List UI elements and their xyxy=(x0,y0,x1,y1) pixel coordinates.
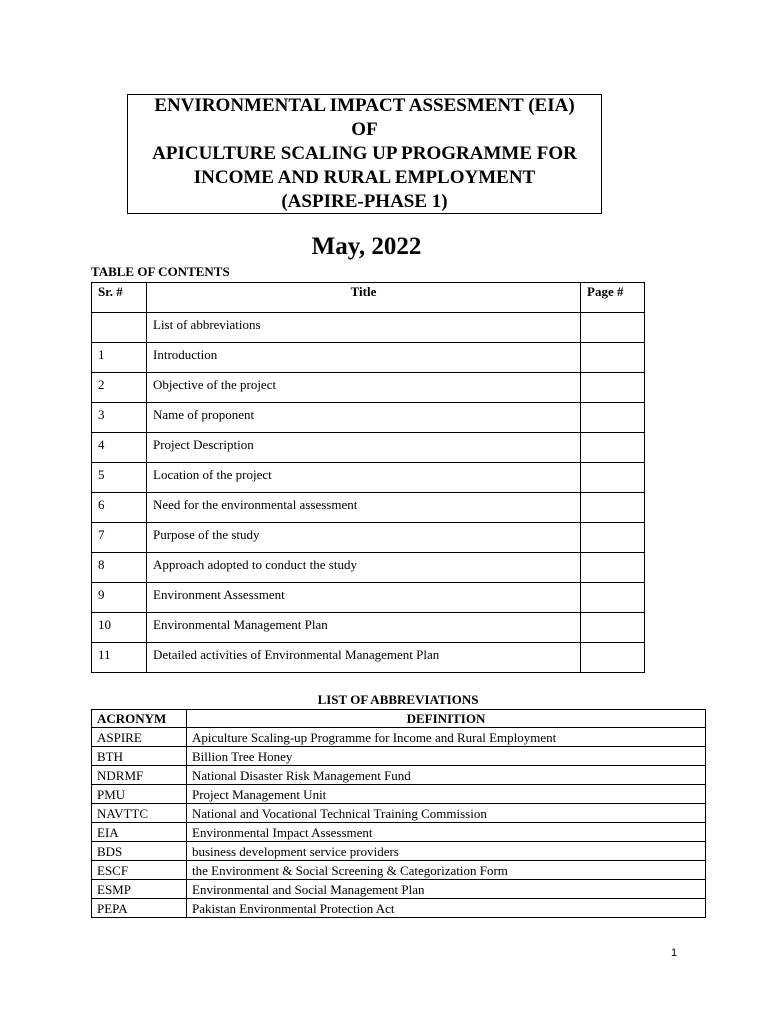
abbr-acronym: BDS xyxy=(92,842,187,861)
abbr-header-acronym: ACRONYM xyxy=(92,710,187,728)
toc-header-title: Title xyxy=(147,283,581,313)
abbr-definition: Pakistan Environmental Protection Act xyxy=(187,899,706,918)
toc-row xyxy=(92,493,645,523)
toc-page xyxy=(581,313,645,343)
toc-sr: 1 xyxy=(92,343,147,373)
toc-title: Need for the environmental assessment xyxy=(147,493,581,523)
toc-row xyxy=(92,583,645,613)
title-line: ENVIRONMENTAL IMPACT ASSESMENT (EIA) xyxy=(154,95,575,116)
abbr-definition: National Disaster Risk Management Fund xyxy=(187,766,706,785)
abbr-definition: Billion Tree Honey xyxy=(187,747,706,766)
title-line: (ASPIRE-PHASE 1) xyxy=(281,191,448,212)
abbr-row xyxy=(92,804,706,823)
document-date: May, 2022 xyxy=(311,233,422,260)
toc-row xyxy=(92,313,645,343)
toc-header-sr: Sr. # xyxy=(92,283,147,313)
toc-sr: 3 xyxy=(92,403,147,433)
abbr-row xyxy=(92,861,706,880)
toc-row xyxy=(92,343,645,373)
abbr-definition: the Environment & Social Screening & Categorization Form xyxy=(187,861,706,880)
abbr-row xyxy=(92,766,706,785)
abbr-definition: business development service providers xyxy=(187,842,706,861)
toc-sr: 11 xyxy=(92,643,147,673)
toc-row xyxy=(92,403,645,433)
toc-sr: 5 xyxy=(92,463,147,493)
abbr-definition: Environmental and Social Management Plan xyxy=(187,880,706,899)
abbr-definition: Apiculture Scaling-up Programme for Income and Rural Employment xyxy=(187,728,706,747)
toc-title: Environmental Management Plan xyxy=(147,613,581,643)
toc-title: Approach adopted to conduct the study xyxy=(147,553,581,583)
abbr-acronym: PEPA xyxy=(92,899,187,918)
toc-page xyxy=(581,463,645,493)
abbr-acronym: NDRMF xyxy=(92,766,187,785)
abbr-acronym: BTH xyxy=(92,747,187,766)
title-line: INCOME AND RURAL EMPLOYMENT xyxy=(193,167,536,188)
toc-page xyxy=(581,643,645,673)
title-line: OF xyxy=(351,119,378,140)
toc-sr: 6 xyxy=(92,493,147,523)
toc-page xyxy=(581,523,645,553)
toc-title: Objective of the project xyxy=(147,373,581,403)
abbr-row xyxy=(92,899,706,918)
toc-sr: 10 xyxy=(92,613,147,643)
table-of-contents xyxy=(91,282,645,673)
toc-title: Purpose of the study xyxy=(147,523,581,553)
abbr-acronym: ESMP xyxy=(92,880,187,899)
title-line: APICULTURE SCALING UP PROGRAMME FOR xyxy=(152,143,577,164)
abbr-definition: Environmental Impact Assessment xyxy=(187,823,706,842)
abbreviations-table xyxy=(91,709,706,918)
abbr-row xyxy=(92,842,706,861)
abbr-row xyxy=(92,823,706,842)
abbr-row xyxy=(92,747,706,766)
toc-header-row xyxy=(92,283,645,313)
toc-sr: 7 xyxy=(92,523,147,553)
toc-title: Name of proponent xyxy=(147,403,581,433)
abbr-acronym: EIA xyxy=(92,823,187,842)
abbr-acronym: ESCF xyxy=(92,861,187,880)
toc-page xyxy=(581,433,645,463)
abbr-acronym: PMU xyxy=(92,785,187,804)
toc-row xyxy=(92,463,645,493)
abbr-definition: National and Vocational Technical Training Commission xyxy=(187,804,706,823)
toc-row xyxy=(92,613,645,643)
toc-title: List of abbreviations xyxy=(147,313,581,343)
toc-row xyxy=(92,643,645,673)
toc-row xyxy=(92,553,645,583)
abbr-acronym: NAVTTC xyxy=(92,804,187,823)
toc-title: Environment Assessment xyxy=(147,583,581,613)
toc-row xyxy=(92,433,645,463)
page-number: 1 xyxy=(671,947,678,959)
toc-row xyxy=(92,373,645,403)
abbreviations-heading: LIST OF ABBREVIATIONS xyxy=(317,692,479,707)
toc-title: Project Description xyxy=(147,433,581,463)
toc-page xyxy=(581,613,645,643)
toc-sr: 9 xyxy=(92,583,147,613)
toc-title: Location of the project xyxy=(147,463,581,493)
toc-title: Introduction xyxy=(147,343,581,373)
toc-sr: 4 xyxy=(92,433,147,463)
toc-page xyxy=(581,343,645,373)
toc-title: Detailed activities of Environmental Management Plan xyxy=(147,643,581,673)
abbr-header-row xyxy=(92,710,706,728)
abbr-header-definition: DEFINITION xyxy=(187,710,706,728)
toc-sr xyxy=(92,313,147,343)
abbr-row xyxy=(92,880,706,899)
abbr-definition: Project Management Unit xyxy=(187,785,706,804)
document-title-box xyxy=(127,94,602,214)
toc-sr: 2 xyxy=(92,373,147,403)
abbr-acronym: ASPIRE xyxy=(92,728,187,747)
toc-heading: TABLE OF CONTENTS xyxy=(91,264,230,279)
toc-page xyxy=(581,493,645,523)
toc-row xyxy=(92,523,645,553)
toc-header-page: Page # xyxy=(581,283,645,313)
toc-sr: 8 xyxy=(92,553,147,583)
toc-page xyxy=(581,583,645,613)
toc-page xyxy=(581,373,645,403)
toc-page xyxy=(581,553,645,583)
toc-page xyxy=(581,403,645,433)
abbr-row xyxy=(92,728,706,747)
abbr-row xyxy=(92,785,706,804)
